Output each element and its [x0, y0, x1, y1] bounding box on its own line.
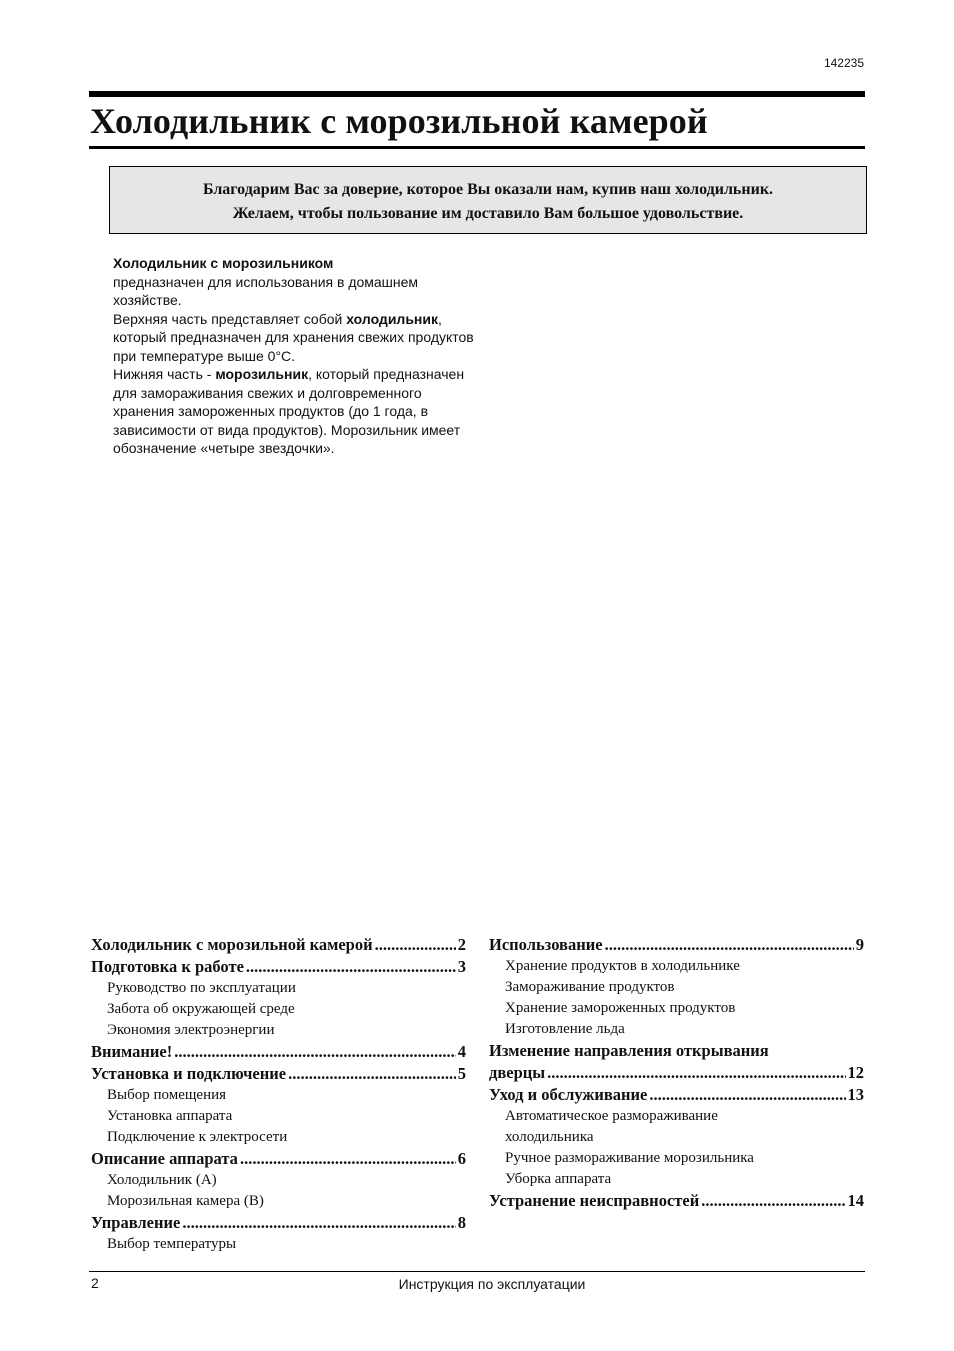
toc-subentry[interactable]: холодильника — [505, 1129, 594, 1145]
toc-entry[interactable] — [91, 934, 466, 956]
intro-heading — [113, 254, 483, 273]
toc-entry-title: Холодильник с морозильной камерой — [91, 935, 373, 954]
toc-entry-page: 13 — [847, 1085, 864, 1104]
toc-subentry[interactable]: Хранение замороженных продуктов — [505, 1000, 736, 1016]
toc-subentry[interactable]: Уборка аппарата — [505, 1171, 612, 1187]
toc-entry[interactable] — [91, 1063, 466, 1085]
toc-entry-page: 6 — [457, 1149, 466, 1168]
toc-leader-dots — [240, 1148, 456, 1170]
toc-leader-dots — [649, 1084, 845, 1106]
toc-entry[interactable] — [91, 1148, 466, 1170]
intro-paragraph-3 — [113, 365, 483, 458]
toc-subentry[interactable]: Изготовление льда — [505, 1021, 625, 1037]
page-title: Холодильник с морозильной камерой — [90, 101, 708, 141]
toc-subentry[interactable]: Хранение продуктов в холодильнике — [505, 958, 740, 974]
footer-page-number: 2 — [91, 1275, 99, 1291]
toc-entry[interactable] — [489, 934, 864, 956]
intro-paragraph-2 — [113, 310, 483, 366]
toc-subentry[interactable]: Морозильная камера (B) — [107, 1193, 264, 1209]
intro-text — [113, 254, 483, 458]
toc-subentry[interactable]: Подключение к электросети — [107, 1129, 288, 1145]
toc-leader-dots — [288, 1063, 456, 1085]
toc-entry-title: Управление — [91, 1213, 181, 1232]
toc-entry-page: 4 — [457, 1042, 466, 1061]
toc-entry-title: Подготовка к работе — [91, 957, 244, 976]
toc-entry[interactable] — [91, 1212, 466, 1234]
toc-subentry[interactable]: Установка аппарата — [107, 1108, 233, 1124]
footer-rule — [89, 1271, 865, 1272]
toc-subentry[interactable]: Руководство по эксплуатации — [107, 980, 296, 996]
toc-leader-dots — [246, 956, 456, 978]
toc-subentry[interactable]: Выбор температуры — [107, 1236, 237, 1252]
toc-entry-page: 9 — [855, 935, 864, 954]
toc-entry-title-line[interactable]: Изменение направления открывания — [489, 1041, 769, 1060]
toc-subentry[interactable]: Автоматическое размораживание — [505, 1108, 718, 1124]
toc-entry-title: дверцы — [489, 1063, 546, 1082]
toc-subentry[interactable]: Экономия электроэнергии — [107, 1022, 275, 1038]
toc-entry-title: Установка и подключение — [91, 1064, 287, 1083]
toc-leader-dots — [375, 934, 456, 956]
toc-subentry[interactable]: Забота об окружающей среде — [107, 1001, 295, 1017]
thanks-box — [109, 166, 867, 234]
toc-entry-page: 3 — [457, 957, 466, 976]
toc-subentry[interactable]: Ручное размораживание морозильника — [505, 1150, 754, 1166]
toc-leader-dots — [605, 934, 854, 956]
toc-entry-page: 2 — [457, 935, 466, 954]
toc-left-column — [91, 934, 466, 1255]
intro-p2-end: , который предназначен для хранения свежих продуктов при температуре выше 0°C. — [113, 310, 474, 364]
intro-p2-bold: холодильник — [346, 310, 438, 327]
toc-entry-title: Внимание! — [91, 1042, 173, 1061]
thanks-line-1: Благодарим Вас за доверие, которое Вы оказали нам, купив наш холодильник. — [202, 181, 774, 198]
toc-entry-page: 12 — [847, 1063, 864, 1082]
intro-p3-bold: морозильник — [215, 366, 309, 382]
toc-entry[interactable] — [489, 1084, 864, 1106]
toc-leader-dots — [174, 1041, 456, 1063]
toc-entry[interactable] — [91, 1041, 466, 1063]
toc-subentry[interactable]: Выбор помещения — [107, 1087, 227, 1103]
toc-entry-page: 8 — [457, 1213, 466, 1232]
toc-entry-page: 14 — [847, 1191, 864, 1210]
thanks-line-2: Желаем, чтобы пользование им доставило Вам большое удовольствие. — [232, 205, 744, 222]
intro-paragraph-1: предназначен для использования в домашнем хозяйстве. — [113, 273, 419, 308]
toc-entry[interactable] — [489, 1190, 864, 1212]
document-id: 142235 — [823, 56, 864, 70]
toc-entry[interactable] — [489, 1062, 864, 1084]
toc-leader-dots — [547, 1062, 845, 1084]
toc-subentry[interactable]: Холодильник (A) — [107, 1172, 217, 1188]
toc-entry-page: 5 — [457, 1064, 466, 1083]
intro-p3-start: Нижняя часть - — [113, 366, 216, 382]
toc-right-column — [489, 934, 864, 1212]
intro-heading-text: Холодильник с морозильником — [113, 255, 334, 271]
toc-leader-dots — [182, 1212, 455, 1234]
toc-entry-title: Уход и обслуживание — [489, 1085, 648, 1104]
toc-entry-title: Использование — [489, 935, 603, 954]
intro-p3-end: , который предназначен для замораживания свежих и долговременного хранения замороженных продуктов (до 1 года, в зависимости от вида продуктов). Морозильник имеет обозначение «четыре звездочки». — [113, 366, 465, 456]
footer-title: Инструкция по эксплуатации — [398, 1276, 586, 1292]
toc-entry[interactable] — [91, 956, 466, 978]
title-top-rule — [89, 91, 865, 97]
intro-p2-start: Верхняя часть представляет собой — [113, 310, 347, 327]
title-bottom-rule — [89, 146, 865, 149]
toc-entry-title: Устранение неисправностей — [489, 1191, 700, 1210]
toc-leader-dots — [701, 1190, 845, 1212]
toc-subentry[interactable]: Замораживание продуктов — [505, 979, 675, 995]
toc-entry-title: Описание аппарата — [91, 1149, 238, 1168]
